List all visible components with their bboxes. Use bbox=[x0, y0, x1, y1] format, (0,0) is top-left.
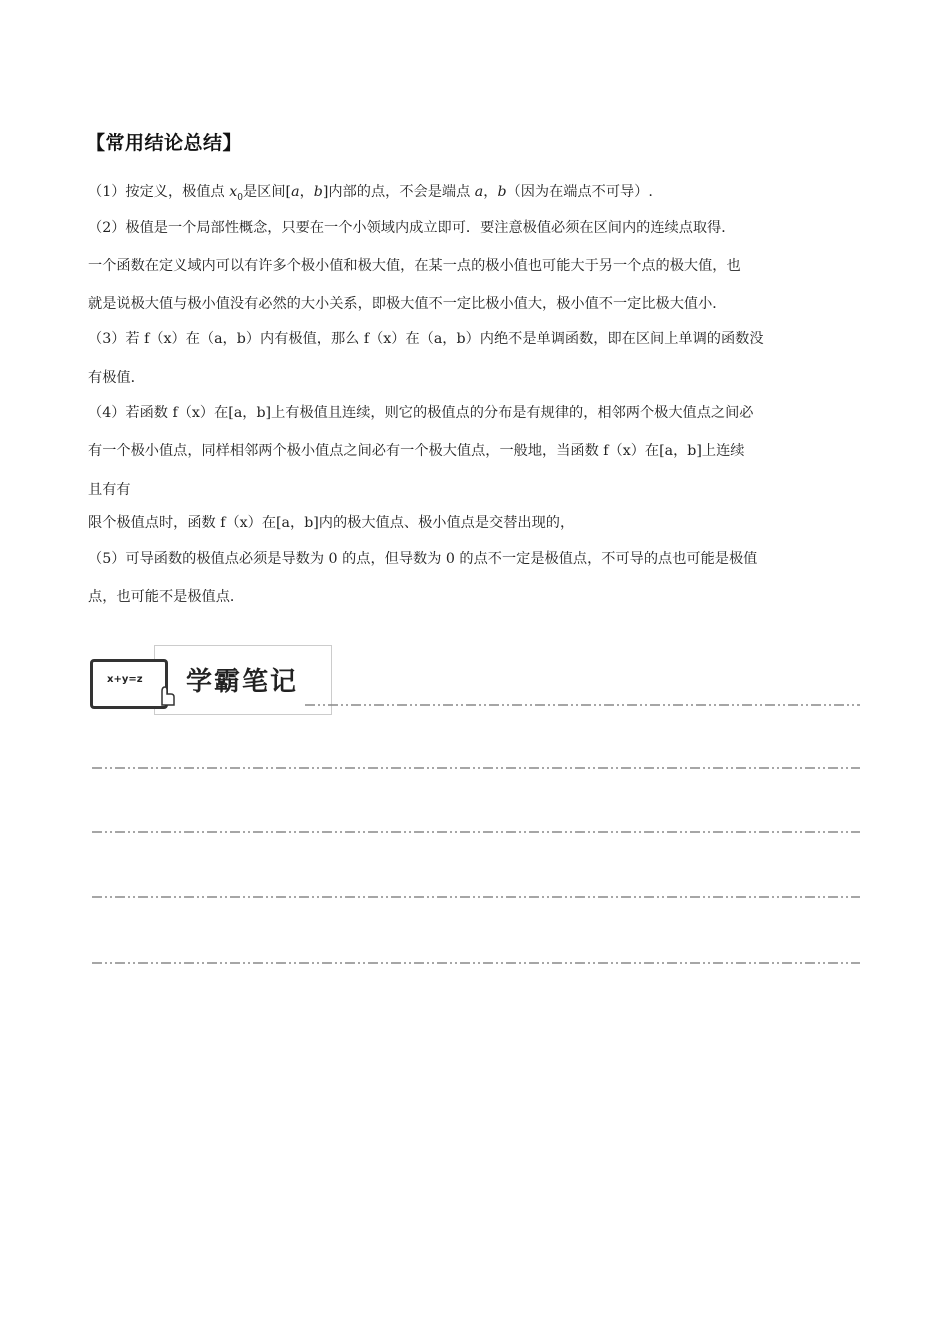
paragraph-3-line-1: （3）若 f（x）在（a，b）内有极值，那么 f（x）在（a，b）内绝不是单调函数，即在区间上单调的函数没 bbox=[88, 331, 764, 347]
board-text: x+y=z bbox=[107, 674, 143, 685]
notes-title: 学霸笔记 bbox=[186, 667, 299, 697]
paragraph-4-line-1: （4）若函数 f（x）在[a，b]上有极值且连续，则它的极值点的分布是有规律的，相邻两个极大值点之间必 bbox=[88, 405, 754, 421]
pointing-hand-icon bbox=[156, 681, 176, 707]
section-heading: 【常用结论总结】 bbox=[86, 132, 243, 154]
paragraph-2-line-3: 就是说极大值与极小值没有必然的大小关系，即极大值不一定比极小值大，极小值不一定比极大值小． bbox=[88, 296, 727, 312]
paragraph-4-line-2: 有一个极小值点，同样相邻两个极小值点之间必有一个极大值点，一般地，当函数 f（x）在[a，b]上连续 bbox=[88, 443, 745, 459]
paragraph-1: （1）按定义，极值点 $x_0$是区间[a，b]内部的点，不会是端点 a，b（因为在端点不可导）. bbox=[88, 184, 653, 203]
paragraph-3-line-2: 有极值． bbox=[88, 370, 145, 386]
paragraph-4-line-4: 限个极值点时，函数 f（x）在[a，b]内的极大值点、极小值点是交替出现的， bbox=[88, 515, 575, 531]
paragraph-2-line-2: 一个函数在定义域内可以有许多个极小值和极大值，在某一点的极小值也可能大于另一个点的极大值，也 bbox=[88, 258, 741, 274]
notes-banner bbox=[86, 645, 331, 715]
paragraph-2-line-1: （2）极值是一个局部性概念，只要在一个小领域内成立即可．要注意极值必须在区间内的连续点取得． bbox=[88, 220, 736, 236]
paragraph-5-line-1: （5）可导函数的极值点必须是导数为 0 的点，但导数为 0 的点不一定是极值点，不可导的点也可能是极值 bbox=[88, 551, 758, 567]
paragraph-4-line-3: 且有有 bbox=[88, 482, 131, 498]
paragraph-5-line-2: 点，也可能不是极值点． bbox=[88, 589, 245, 605]
